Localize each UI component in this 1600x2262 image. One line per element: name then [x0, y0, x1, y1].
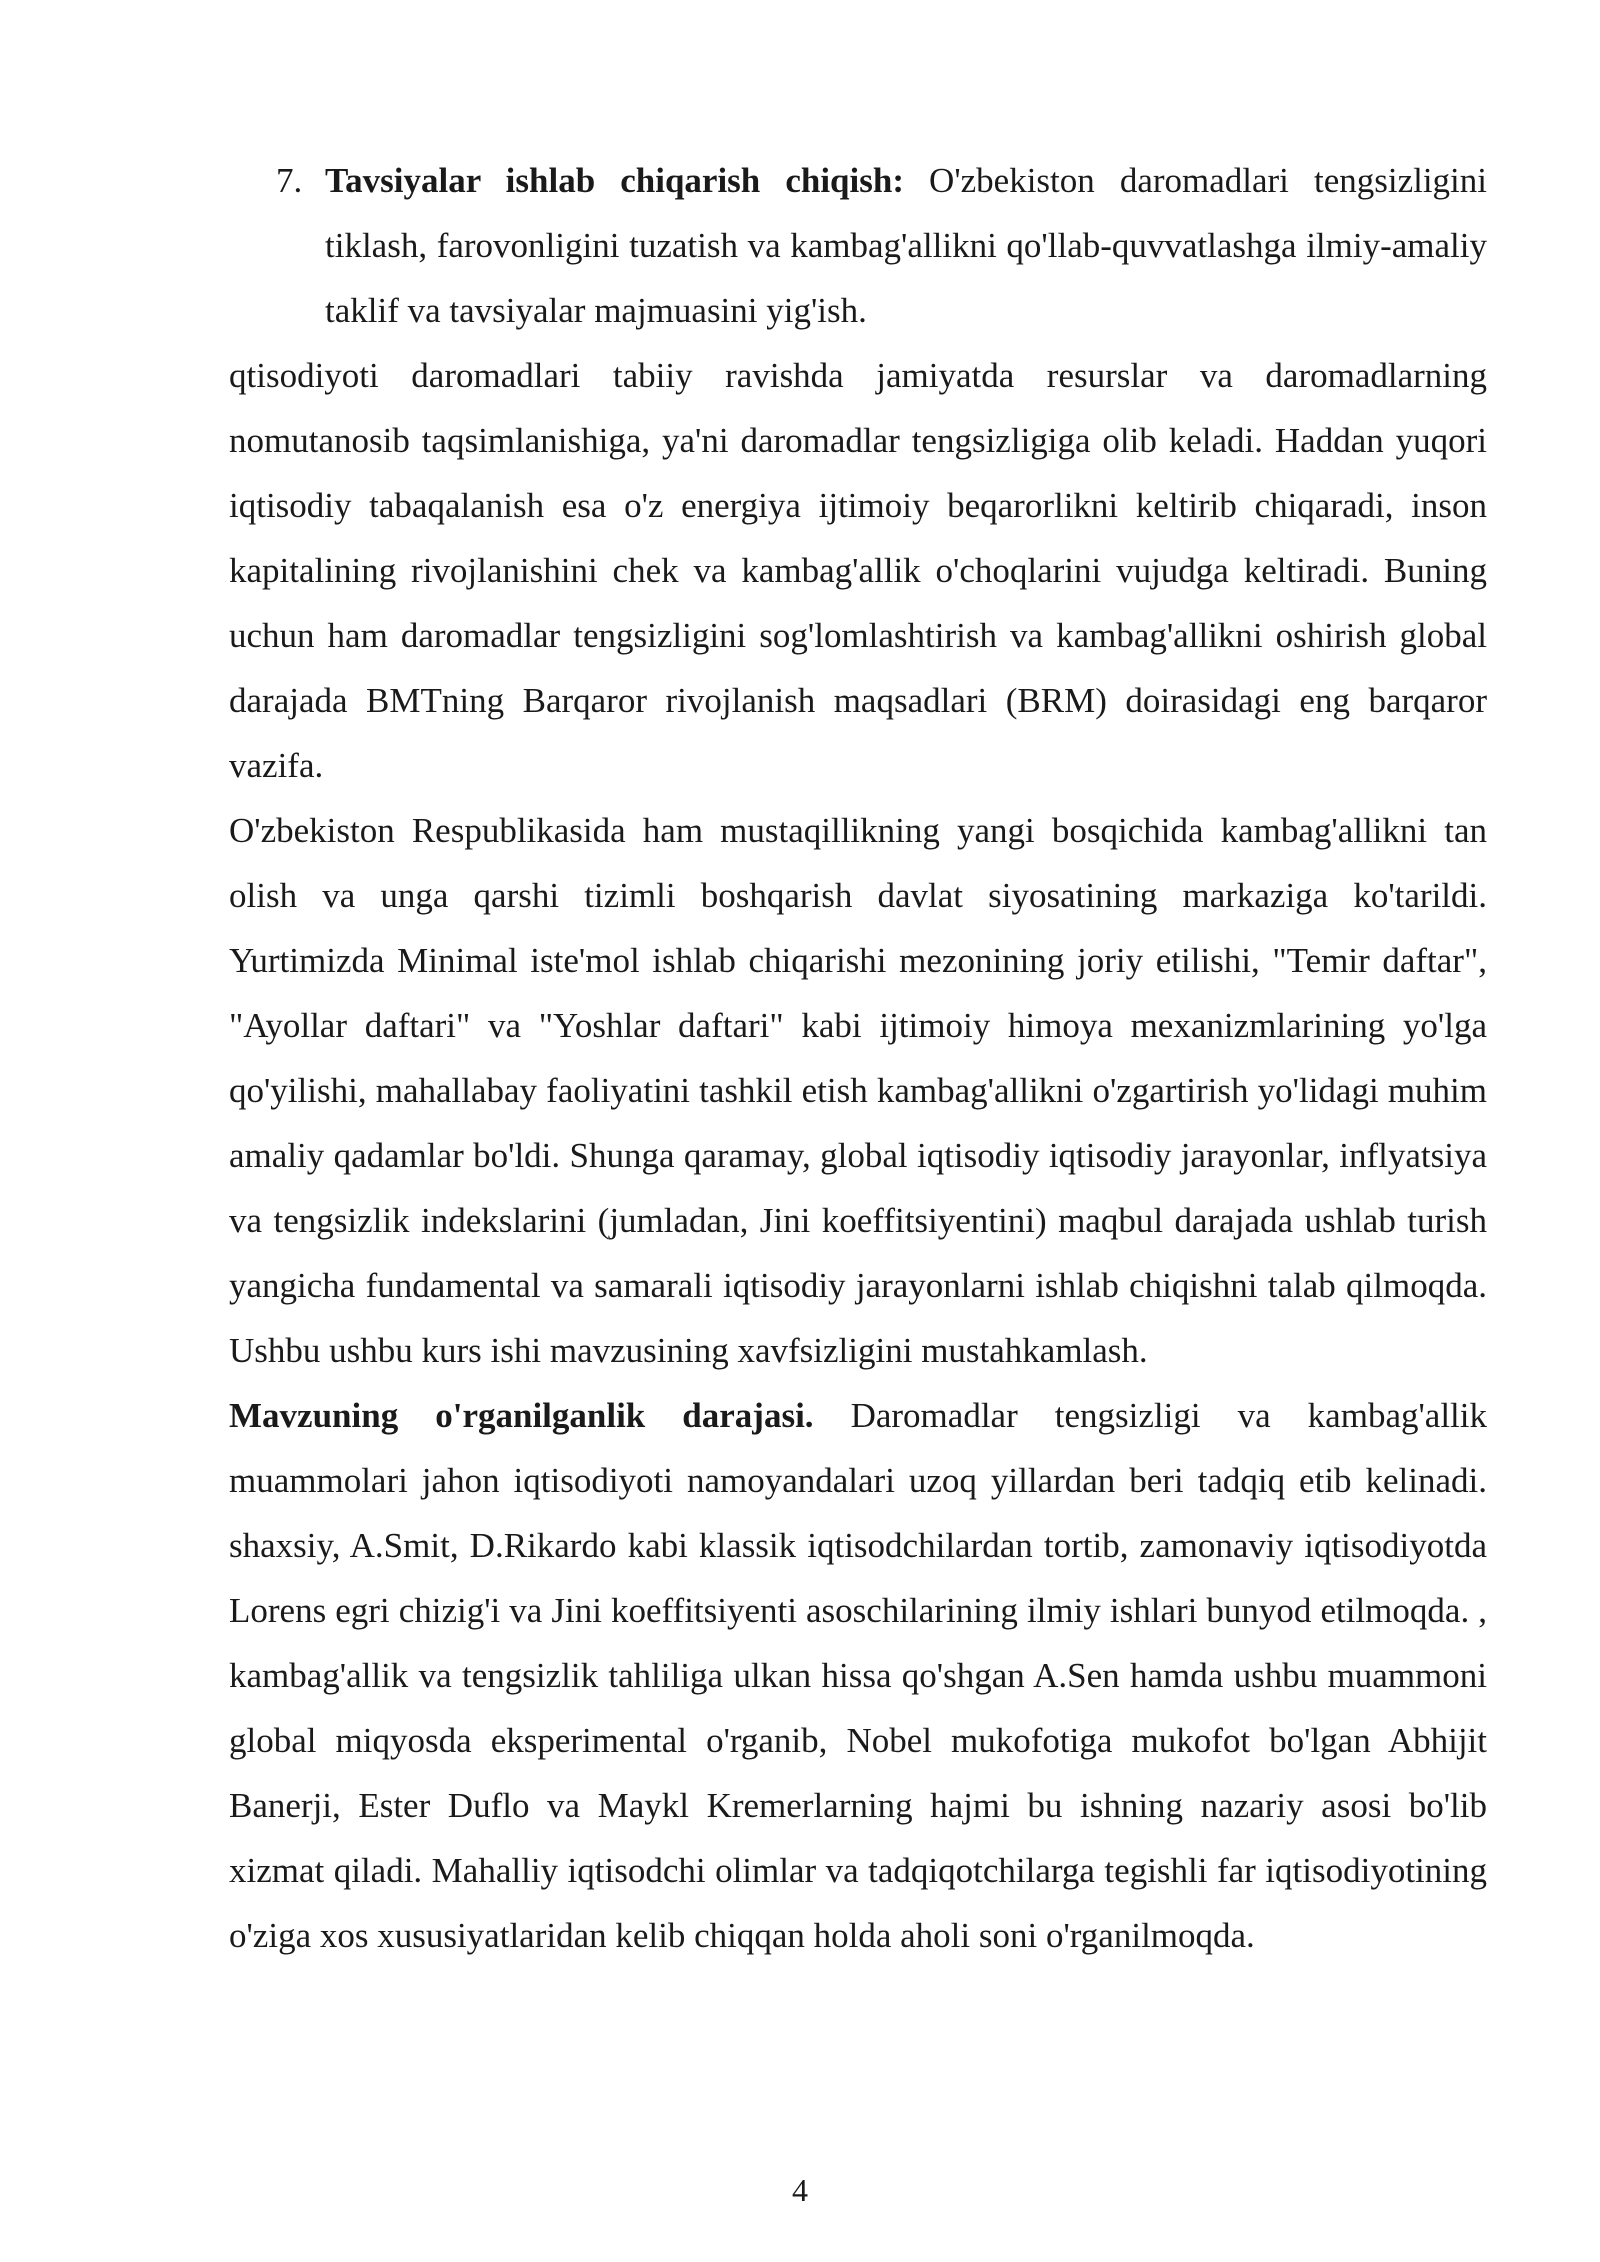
list-number: 7.	[276, 161, 303, 200]
paragraph-study-degree	[229, 1383, 1487, 1968]
page-number: 4	[792, 2172, 808, 2208]
section-heading: Mavzuning o'rganilganlik darajasi.	[229, 1396, 814, 1435]
paragraph-uzbekistan-poverty: O'zbekiston Respublikasida ham mustaqillikning yangi bosqichida kambag'allikni tan olish va unga qarshi tizimli boshqarish davlat siyosatining markaziga ko'tarildi. Yurtimizda Minimal iste'mol ishlab chiqarishi mezonining joriy etilishi, "Temir daftar", "Ayollar daftari" va "Yoshlar daftari" kabi ijtimoiy himoya mexanizmlarining yo'lga qo'yilishi, mahallabay faoliyatini tashkil etish kambag'allikni o'zgartirish yo'lidagi muhim amaliy qadamlar bo'ldi. Shunga qaramay, global iqtisodiy iqtisodiy jarayonlar, inflyatsiya va tengsizlik indekslarini (jumladan, Jini koeffitsiyentini) maqbul darajada ushlab turish yangicha fundamental va samarali iqtisodiy jarayonlarni ishlab chiqishni talab qilmoqda. Ushbu ushbu kurs ishi mavzusining xavfsizligini mustahkamlash.	[229, 811, 1487, 1370]
list-item-7	[229, 148, 1487, 343]
paragraph-economy-income: qtisodiyoti daromadlari tabiiy ravishda jamiyatda resurslar va daromadlarning nomutanosib taqsimlanishiga, ya'ni daromadlar tengsizligiga olib keladi. Haddan yuqori iqtisodiy tabaqalanish esa o'z energiya ijtimoiy beqarorlikni keltirib chiqaradi, inson kapitalining rivojlanishini chek va kambag'allik o'choqlarini vujudga keltiradi. Buning uchun ham daromadlar tengsizligini sog'lomlashtirish va kambag'allikni oshirish global darajada BMTning Barqaror rivojlanish maqsadlari (BRM) doirasidagi eng barqaror vazifa.	[229, 356, 1487, 785]
section-text: Daromadlar tengsizligi va kambag'allik muammolari jahon iqtisodiyoti namoyandalari uzoq yillardan beri tadqiq etib kelinadi. shaxsiy, A.Smit, D.Rikardo kabi klassik iqtisodchilardan tortib, zamonaviy iqtisodiyotda Lorens egri chizig'i va Jini koeffitsiyenti asoschilarining ilmiy ishlari bunyod etilmoqda. , kambag'allik va tengsizlik tahliliga ulkan hissa qo'shgan A.Sen hamda ushbu muammoni global miqyosda eksperimental o'rganib, Nobel mukofotiga mukofot bo'lgan Abhijit Banerji, Ester Duflo va Maykl Kremerlarning hajmi bu ishning nazariy asosi bo'lib xizmat qiladi. Mahalliy iqtisodchi olimlar va tadqiqotchilarga tegishli far iqtisodiyotining o'ziga xos xususiyatlaridan kelib chiqqan holda aholi soni o'rganilmoqda.	[229, 1396, 1487, 1955]
page-content	[229, 148, 1487, 1968]
list-item-text: O'zbekiston daromadlari tengsizligini tiklash, farovonligini tuzatish va kambag'allikni qo'llab-quvvatlashga ilmiy-amaliy taklif va tavsiyalar majmuasini yig'ish.	[325, 161, 1488, 330]
list-item-title: Tavsiyalar ishlab chiqarish chiqish:	[325, 161, 904, 200]
